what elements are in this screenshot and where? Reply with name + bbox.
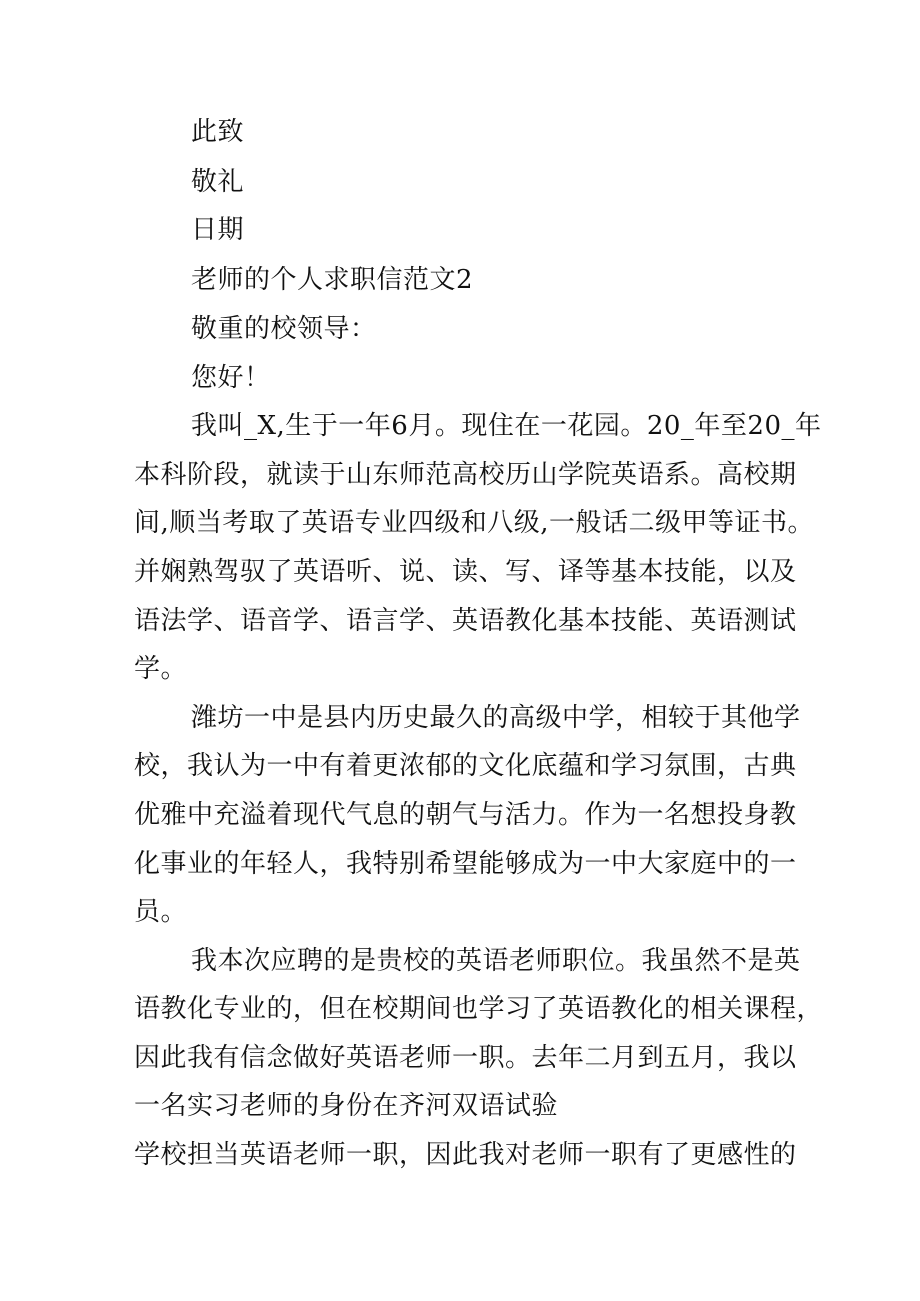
paragraph-2-line-1: 潍坊一中是县内历史最久的高级中学，相较于其他学 xyxy=(191,703,801,733)
paragraph-3-line-1: 我本次应聘的是贵校的英语老师职位。我虽然不是英 xyxy=(191,946,801,976)
paragraph-2-line-5: 员。 xyxy=(134,897,188,927)
paragraph-1-line-5: 语法学、语音学、语言学、英语教化基本技能、英语测试 xyxy=(134,606,797,636)
paragraph-2-line-3: 优雅中充溢着现代气息的朝气与活力。作为一名想投身教 xyxy=(134,800,797,830)
paragraph-1-line-1: 我叫_X,生于一年6月。现住在一花园。20_年至20_年 xyxy=(191,411,822,441)
letter-hello: 您好！ xyxy=(191,363,271,393)
paragraph-2-line-2: 校，我认为一中有着更浓郁的文化底蕴和学习氛围，古典 xyxy=(134,751,797,781)
paragraph-3-line-2: 语教化专业的，但在校期间也学习了英语教化的相关课程， xyxy=(134,994,824,1024)
paragraph-1-line-2: 本科阶段，就读于山东师范高校历山学院英语系。高校期 xyxy=(134,460,797,490)
letter-greeting: 敬重的校领导： xyxy=(191,314,377,344)
closing-date-label: 日期 xyxy=(191,215,245,245)
paragraph-1-line-3: 间,顺当考取了英语专业四级和八级,一般话二级甲等证书。 xyxy=(134,508,815,538)
paragraph-3-line-5: 学校担当英语老师一职，因此我对老师一职有了更感性的 xyxy=(134,1140,797,1170)
letter-title: 老师的个人求职信范文2 xyxy=(191,265,474,295)
closing-salutation-2: 敬礼 xyxy=(191,167,245,197)
paragraph-3-line-3: 因此我有信念做好英语老师一职。去年二月到五月，我以 xyxy=(134,1043,797,1073)
paragraph-1-line-4: 并娴熟驾驭了英语听、说、读、写、译等基本技能，以及 xyxy=(134,557,797,587)
paragraph-3-line-4: 一名实习老师的身份在齐河双语试验 xyxy=(134,1091,559,1121)
paragraph-2-line-4: 化事业的年轻人，我特别希望能够成为一中大家庭中的一 xyxy=(134,849,797,879)
paragraph-1-line-6: 学。 xyxy=(134,654,188,684)
closing-salutation-1: 此致 xyxy=(191,117,245,147)
